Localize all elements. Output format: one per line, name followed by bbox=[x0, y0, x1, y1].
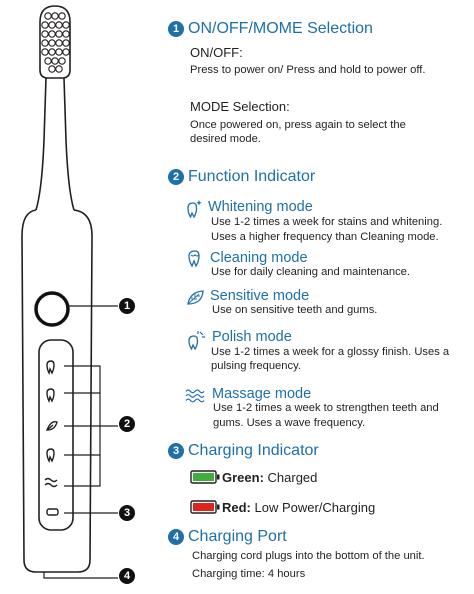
indicator-panel bbox=[39, 340, 73, 530]
onoff-heading: ON/OFF: bbox=[190, 45, 243, 60]
massage-mode-title: Massage mode bbox=[212, 386, 312, 402]
charging-port-line2: Charging time: 4 hours bbox=[192, 568, 306, 580]
callout-1: 1 bbox=[119, 298, 135, 314]
green-battery-icon bbox=[190, 470, 220, 484]
callout-lines bbox=[44, 306, 118, 578]
polish-desc-line1: Use 1-2 times a week for a glossy finish. Uses a bbox=[211, 346, 450, 358]
massage-desc-line2: gums. Uses a wave frequency. bbox=[213, 417, 366, 429]
whitening-mode-title: Whitening mode bbox=[208, 199, 313, 215]
toothbrush-illustration bbox=[0, 0, 160, 594]
leaf-icon bbox=[185, 287, 205, 307]
section-3-title: Charging Indicator bbox=[188, 442, 319, 459]
power-button bbox=[36, 293, 68, 325]
callout-4: 4 bbox=[119, 568, 135, 584]
whitening-desc-line1: Use 1-2 times a week for stains and whitening. bbox=[211, 216, 443, 228]
section-1-number: 1 bbox=[168, 21, 184, 37]
handle-whitening-icon bbox=[47, 361, 54, 373]
green-description: Charged bbox=[263, 470, 318, 485]
bristles bbox=[42, 13, 69, 72]
section-2-title: Function Indicator bbox=[188, 168, 316, 185]
sensitive-mode-title: Sensitive mode bbox=[210, 288, 310, 304]
handle-wave-icon bbox=[45, 479, 57, 487]
cleaning-desc-line1: Use for daily cleaning and maintenance. bbox=[211, 266, 411, 278]
green-label: Green: bbox=[222, 470, 264, 485]
section-4-number: 4 bbox=[168, 529, 184, 545]
callout-2: 2 bbox=[119, 416, 135, 432]
red-description: Low Power/Charging bbox=[250, 500, 376, 515]
wave-icon bbox=[185, 385, 205, 405]
handle-polish-icon bbox=[47, 449, 54, 461]
sensitive-desc-line1: Use on sensitive teeth and gums. bbox=[212, 304, 378, 316]
whitening-desc-line2: Uses a higher frequency than Cleaning mode. bbox=[211, 231, 439, 243]
red-battery-icon bbox=[190, 500, 220, 514]
brush-neck bbox=[36, 78, 74, 210]
section-2-number: 2 bbox=[168, 169, 184, 185]
tooth-polish-icon bbox=[186, 330, 206, 350]
polish-desc-line2: pulsing frequency. bbox=[211, 360, 301, 372]
green-indicator-text bbox=[222, 470, 317, 485]
handle-leaf-icon bbox=[47, 422, 57, 430]
mode-text-line2: desired mode. bbox=[190, 133, 261, 145]
brush-handle bbox=[22, 210, 92, 572]
red-indicator-text bbox=[222, 500, 375, 515]
charging-port-line1: Charging cord plugs into the bottom of the unit. bbox=[192, 550, 425, 562]
tooth-icon bbox=[185, 248, 205, 268]
mode-text-line1: Once powered on, press again to select the bbox=[190, 119, 406, 131]
onoff-text: Press to power on/ Press and hold to power off. bbox=[190, 64, 426, 76]
mode-heading: MODE Selection: bbox=[190, 99, 290, 114]
massage-desc-line1: Use 1-2 times a week to strengthen teeth and bbox=[213, 402, 439, 414]
red-label: Red: bbox=[222, 500, 251, 515]
handle-cleaning-icon bbox=[47, 389, 54, 401]
callout-3: 3 bbox=[119, 505, 135, 521]
polish-mode-title: Polish mode bbox=[212, 329, 292, 345]
section-1-title: ON/OFF/MOME Selection bbox=[188, 20, 373, 37]
handle-mode-icons bbox=[45, 361, 58, 515]
section-4-title: Charging Port bbox=[188, 528, 287, 545]
section-3-number: 3 bbox=[168, 443, 184, 459]
tooth-sparkle-icon bbox=[184, 198, 204, 218]
handle-charge-led bbox=[47, 509, 58, 515]
cleaning-mode-title: Cleaning mode bbox=[210, 250, 308, 266]
